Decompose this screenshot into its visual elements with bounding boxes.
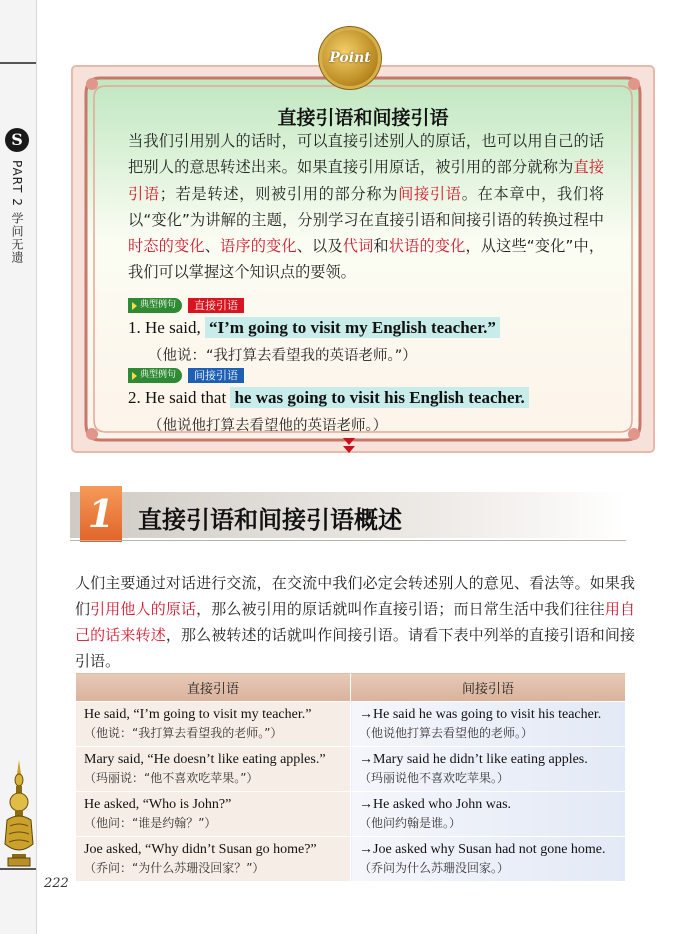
example-sentence-indirect — [128, 388, 529, 408]
indirect-chinese: （玛丽说他不喜欢吃苹果。） — [359, 771, 510, 785]
indirect-english: →He said he was going to visit his teacher. — [359, 707, 602, 722]
comparison-table — [75, 672, 626, 882]
highlight-run: 引用他人的原话 — [90, 600, 197, 618]
indirect-cell — [351, 837, 626, 882]
indirect-english: →Mary said he didn’t like eating apples. — [359, 752, 588, 767]
example-highlight: he was going to visit his English teacher. — [230, 387, 528, 408]
table-row — [76, 747, 626, 792]
ornamental-vase-icon — [2, 760, 36, 868]
example-translation-direct: （他说：“我打算去看望我的英语老师。”） — [148, 348, 417, 364]
part-badge: S — [5, 128, 29, 152]
table-row — [76, 837, 626, 882]
column-header-direct: 直接引语 — [76, 673, 351, 702]
play-icon — [132, 372, 137, 380]
example-highlight: “I’m going to visit my English teacher.” — [205, 317, 500, 338]
text-run: ，从这些“变化”中，我们可以掌握这个知识点的要领。 — [128, 237, 605, 282]
section-rule — [70, 540, 626, 541]
example-badge-text: 典型例句 — [140, 370, 177, 380]
section-title: 直接引语和间接引语概述 — [138, 506, 402, 534]
direct-english: He said, “I’m going to visit my teacher.” — [84, 707, 312, 722]
margin-rule-top — [0, 62, 36, 64]
highlight-run: 直接引语 — [128, 158, 605, 203]
left-margin-strip — [0, 0, 37, 934]
play-icon — [132, 302, 137, 310]
point-badge-text: Point — [329, 50, 371, 66]
text-run: 人们主要通过对话进行交流，在交流中我们必定会转述别人的意见、看法等。如果我们 — [75, 574, 635, 618]
indirect-cell — [351, 702, 626, 747]
example-badge — [128, 298, 182, 313]
margin-rule-bottom — [0, 868, 36, 870]
direct-english: Joe asked, “Why didn’t Susan go home?” — [84, 842, 317, 857]
table-row — [76, 792, 626, 837]
highlight-run: 代词 — [342, 237, 374, 256]
example-tag-indirect — [128, 368, 244, 383]
example-prefix: 2. He said that — [128, 388, 231, 407]
direct-cell — [76, 702, 351, 747]
direct-chinese: （玛丽说：“他不喜欢吃苹果。”） — [84, 771, 259, 785]
direct-cell — [76, 792, 351, 837]
example-tag-direct — [128, 298, 244, 313]
section-intro-paragraph — [75, 570, 635, 674]
indirect-cell — [351, 747, 626, 792]
indirect-english: →He asked who John was. — [359, 797, 512, 812]
indirect-cell — [351, 792, 626, 837]
point-title: 直接引语和间接引语 — [277, 107, 449, 129]
example-sentence-direct — [128, 318, 500, 338]
indirect-chinese: （他问约翰是谁。） — [359, 816, 462, 830]
text-run: ；若是转述，则被引用的部分称为 — [159, 184, 399, 203]
text-run: 。在本章中，我们将以“变化”为讲解的主题，分别学习在直接引语和间接引语的转换过程中 — [128, 184, 605, 229]
double-chevron-down-icon — [342, 437, 356, 455]
indirect-english: →Joe asked why Susan had not gone home. — [359, 842, 606, 857]
direct-english: Mary said, “He doesn’t like eating apples.” — [84, 752, 326, 767]
column-header-indirect: 间接引语 — [351, 673, 626, 702]
text-run: ，那么被引用的原话就叫作直接引语；而日常生活中我们往往 — [196, 600, 605, 618]
text-run: ，那么被转述的话就叫作间接引语。请看下表中列举的直接引语和间接引语。 — [75, 626, 635, 670]
text-run: 、 — [204, 237, 221, 256]
point-badge — [322, 30, 378, 86]
example-translation-indirect: （他说他打算去看望他的英语老师。） — [148, 418, 388, 434]
direct-cell — [76, 837, 351, 882]
table-header-row — [76, 673, 626, 702]
table-row — [76, 702, 626, 747]
example-label: 直接引语 — [188, 298, 244, 313]
example-label: 间接引语 — [188, 368, 244, 383]
direct-chinese: （他说：“我打算去看望我的老师。”） — [84, 726, 283, 740]
highlight-run: 间接引语 — [398, 184, 462, 203]
direct-chinese: （乔问：“为什么苏珊没回家？”） — [84, 861, 265, 875]
text-run: 、以及 — [296, 237, 343, 256]
highlight-run: 时态的变化 — [128, 237, 205, 256]
direct-cell — [76, 747, 351, 792]
highlight-run: 用自己的话来转述 — [75, 600, 635, 644]
page-number: 222 — [44, 876, 69, 891]
section-number: 1 — [80, 486, 122, 542]
highlight-run: 语序的变化 — [220, 237, 297, 256]
text-run: 和 — [373, 237, 389, 256]
text-run: 当我们引用别人的话时，可以直接引述别人的原话，也可以用自己的话把别人的意思转述出来。如果直接引用原话，被引用的部分就称为 — [128, 132, 604, 177]
point-paragraph — [128, 128, 604, 286]
highlight-run: 状语的变化 — [388, 237, 466, 256]
example-prefix: 1. He said, — [128, 318, 205, 337]
part-label: PART 2 学问无遗 — [10, 160, 24, 264]
example-badge — [128, 368, 182, 383]
example-badge-text: 典型例句 — [140, 300, 177, 310]
direct-english: He asked, “Who is John?” — [84, 797, 232, 812]
indirect-chinese: （乔问为什么苏珊没回家。） — [359, 861, 510, 875]
indirect-chinese: （他说他打算去看望他的老师。） — [359, 726, 534, 740]
direct-chinese: （他问：“谁是约翰？”） — [84, 816, 217, 830]
